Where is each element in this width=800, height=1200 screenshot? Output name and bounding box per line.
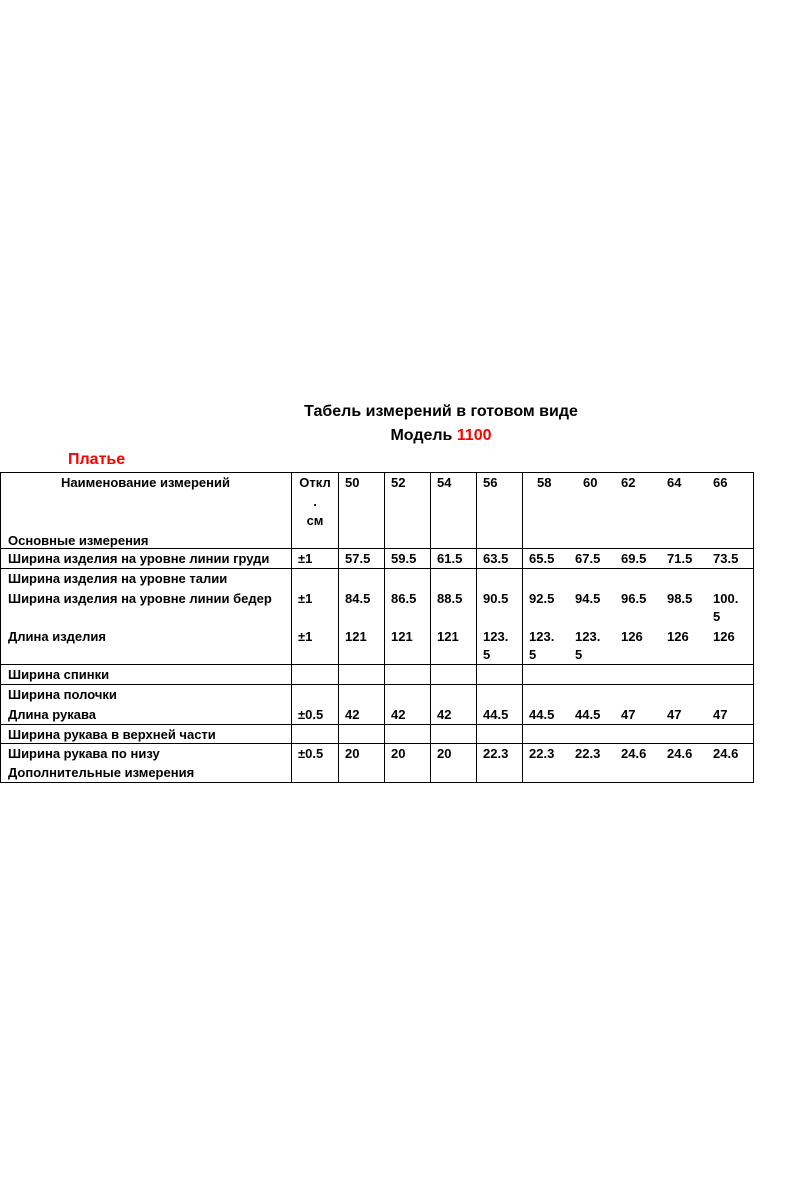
row-value: 121 (345, 629, 367, 644)
row-value: 47 (713, 707, 728, 722)
row-value: 59.5 (391, 551, 417, 566)
row-value: 126 (667, 629, 689, 644)
row-value: 123. 5 (575, 629, 601, 662)
row-value: 94.5 (575, 591, 601, 606)
row-value: 20 (391, 746, 406, 761)
row-value: 44.5 (483, 707, 509, 722)
section-additional-measurements: Дополнительные измерения (8, 765, 195, 780)
model-line (0, 427, 800, 445)
row-name: Ширина рукава в верхней части (8, 727, 216, 742)
size-header: 62 (621, 475, 636, 490)
row-name: Длина рукава (8, 707, 96, 722)
row-value: 22.3 (575, 746, 601, 761)
size-header: 54 (437, 475, 452, 490)
size-header: 56 (483, 475, 498, 490)
row-value: 92.5 (529, 591, 555, 606)
model-label: Модель (390, 427, 453, 444)
row-value: 63.5 (483, 551, 509, 566)
row-value: 44.5 (575, 707, 601, 722)
row-value: 121 (391, 629, 413, 644)
size-header: 52 (391, 475, 406, 490)
row-deviation: ±0.5 (298, 707, 324, 722)
row-deviation: ±1 (298, 629, 313, 644)
row-name: Ширина полочки (8, 687, 117, 702)
row-deviation: ±1 (298, 591, 313, 606)
row-name: Ширина изделия на уровне линии бедер (8, 591, 272, 606)
measurement-table (0, 472, 754, 783)
row-value: 126 (621, 629, 643, 644)
row-value: 57.5 (345, 551, 371, 566)
size-header: 66 (713, 475, 728, 490)
row-value: 20 (345, 746, 360, 761)
row-value: 126 (713, 629, 735, 644)
row-value: 90.5 (483, 591, 509, 606)
row-value: 123. 5 (529, 629, 555, 662)
row-value: 71.5 (667, 551, 693, 566)
row-value: 123. 5 (483, 629, 509, 662)
header-deviation-1: Откл (299, 475, 331, 490)
row-value: 44.5 (529, 707, 555, 722)
row-value: 47 (667, 707, 682, 722)
row-value: 42 (437, 707, 452, 722)
row-value: 42 (345, 707, 360, 722)
row-value: 86.5 (391, 591, 417, 606)
header-name-column: Наименование измерений (61, 475, 230, 490)
row-value: 22.3 (483, 746, 509, 761)
row-value: 61.5 (437, 551, 463, 566)
size-header: 58 (537, 475, 552, 490)
model-number: 1100 (456, 427, 492, 444)
row-value: 100. 5 (713, 591, 739, 624)
section-main-measurements: Основные измерения (8, 533, 149, 548)
size-header: 64 (667, 475, 682, 490)
row-value: 20 (437, 746, 452, 761)
row-deviation: ±0.5 (298, 746, 324, 761)
size-header: 60 (583, 475, 598, 490)
row-name: Ширина спинки (8, 667, 110, 682)
row-value: 121 (437, 629, 459, 644)
size-header: 50 (345, 475, 360, 490)
row-value: 24.6 (713, 746, 739, 761)
row-value: 84.5 (345, 591, 371, 606)
row-value: 96.5 (621, 591, 647, 606)
row-name: Ширина изделия на уровне талии (8, 571, 228, 586)
row-value: 73.5 (713, 551, 739, 566)
header-deviation-2: . (313, 494, 317, 509)
row-value: 22.3 (529, 746, 555, 761)
row-value: 98.5 (667, 591, 693, 606)
row-value: 47 (621, 707, 636, 722)
row-name: Длина изделия (8, 629, 106, 644)
row-value: 24.6 (667, 746, 693, 761)
header-deviation-3: см (306, 513, 324, 528)
row-value: 88.5 (437, 591, 463, 606)
row-name: Ширина рукава по низу (8, 746, 160, 761)
row-value: 65.5 (529, 551, 555, 566)
row-value: 67.5 (575, 551, 601, 566)
row-deviation: ±1 (298, 551, 313, 566)
product-name: Платье (68, 451, 126, 468)
row-value: 42 (391, 707, 406, 722)
row-name: Ширина изделия на уровне линии груди (8, 551, 270, 566)
row-value: 69.5 (621, 551, 647, 566)
row-value: 24.6 (621, 746, 647, 761)
table-title: Табель измерений в готовом виде (304, 403, 578, 420)
